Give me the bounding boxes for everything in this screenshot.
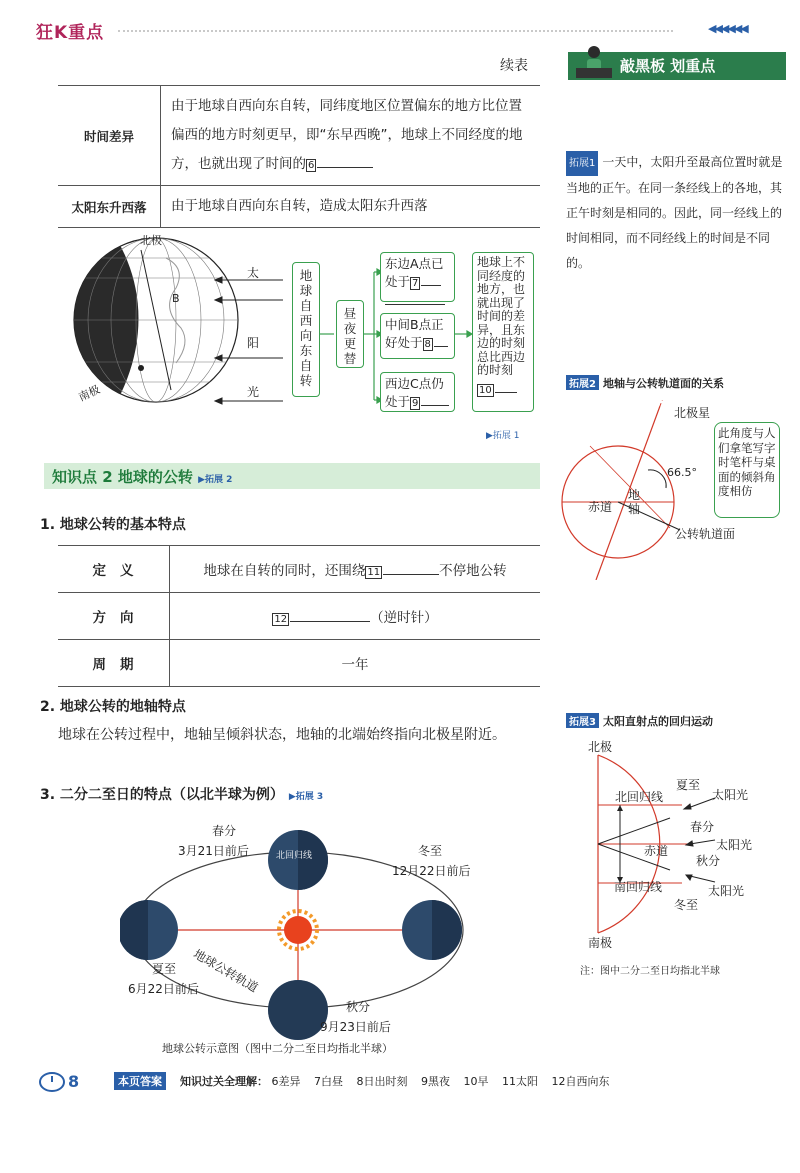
answer-list: 知识过关全理解： 6差异 7白昼 8日出时刻 9黑夜 10早 11太阳 12自西向东	[180, 1075, 610, 1088]
summer-label: 夏至	[152, 962, 177, 976]
ext3-north: 北极	[588, 740, 613, 754]
south-pole-label: 南极	[76, 382, 102, 404]
ext3-winter: 冬至	[674, 898, 699, 912]
fill-blank[interactable]	[385, 290, 445, 305]
ext3-equator: 赤道	[644, 844, 669, 858]
summer-date: 6月22日前后	[128, 982, 199, 996]
point-b-box: 中间B点正好处于 8	[380, 313, 455, 359]
globe-label-b: B	[172, 292, 180, 305]
table-row	[58, 186, 540, 228]
tuozhan-link[interactable]: ▶拓展 1	[486, 431, 520, 441]
winter-date: 12月22日前后	[392, 864, 471, 878]
ext3-autumn: 秋分	[696, 854, 721, 868]
header-divider	[118, 30, 673, 32]
point-c-box: 西边C点仍处于 9	[380, 372, 455, 412]
fill-blank[interactable]	[317, 153, 373, 168]
brand-logo: 狂K重点	[36, 23, 105, 43]
ext3-summer: 夏至	[676, 778, 701, 792]
angle-label: 66.5°	[667, 466, 697, 479]
spring-date: 3月21日前后	[178, 844, 249, 858]
table-row: 方向 12 （逆时针）	[58, 593, 540, 640]
point-a-box: 东边A点已处于 7	[380, 252, 455, 302]
spring-label: 春分	[212, 824, 237, 838]
orbit-label: 地球公转轨道	[191, 946, 261, 995]
section-2-title: 2. 地球公转的地轴特点	[40, 699, 186, 715]
row-head: 太阳东升西落	[58, 186, 161, 228]
section-3-title: 3. 二分二至日的特点（以北半球为例） ▶拓展 3	[40, 787, 324, 803]
row-text: 由于地球自西向东自转，造成太阳东升西落	[161, 186, 541, 228]
ext3-spring: 春分	[690, 820, 715, 834]
ext3-sun-3: 太阳光	[708, 884, 745, 898]
axis-label: 地轴	[628, 488, 641, 516]
angle-note: 此角度与人们拿笔写字时笔杆与桌面的倾斜角度相仿	[714, 422, 780, 518]
section-2-paragraph: 地球在公转过程中，地轴呈倾斜状态，地轴的北端始终指向北极星附近。	[58, 727, 506, 743]
north-pole-label: 北极	[140, 234, 162, 247]
page-number: 8	[68, 1072, 80, 1091]
ext3-note: 注：图中二分二至日均指北半球	[580, 966, 720, 977]
clock-icon	[38, 1070, 66, 1092]
table-row: 定义 地球在自转的同时，还围绕 11 不停地公转	[58, 546, 540, 593]
kp2-title: 知识点 2 地球的公转 ▶拓展 2	[52, 468, 233, 486]
ext3-title: 拓展3 太阳直射点的回归运动	[566, 713, 713, 729]
ext3-south: 南极	[588, 936, 613, 950]
equator-label: 赤道	[588, 500, 613, 514]
autumn-label: 秋分	[346, 1000, 371, 1014]
autumn-date: 9月23日前后	[320, 1020, 391, 1034]
ext1-note: 拓展1 一天中，太阳升至最高位置时就是当地的正午。在同一条经线上的各地，其正午时刻是相同的。因此，同一经线上的时间相同，而不同经线上的时间是不同的。	[566, 150, 784, 276]
table-row: 周期 一年	[58, 640, 540, 687]
rotation-box: 地球自西向东自转	[292, 262, 320, 397]
sun-char: 阳	[247, 336, 260, 350]
ext3-sun-arrows	[680, 790, 720, 900]
table-row	[58, 86, 540, 186]
continued-label: 续表	[500, 58, 528, 74]
blackboard-banner: 敲黑板 划重点	[568, 52, 786, 80]
orbit-caption: 地球公转示意图（图中二分二至日均指北半球）	[162, 1042, 393, 1055]
revolution-table	[58, 545, 540, 687]
ext3-stropic: 南回归线	[614, 880, 663, 894]
polaris-label: 北极星	[674, 406, 711, 420]
time-difference-box: 地球上不同经度的地方，也就出现了时间的差异，且东边的时刻总比西边的时刻10	[472, 252, 534, 412]
ext2-title: 拓展2 地轴与公转轨道面的关系	[566, 375, 724, 391]
blank-number: 6	[308, 160, 315, 171]
ext3-sun-2: 太阳光	[716, 838, 753, 852]
ext3-sun-1: 太阳光	[712, 788, 749, 802]
answer-tag: 本页答案	[114, 1072, 166, 1090]
arrow-decoration-icon: ◀◀◀◀◀◀	[708, 22, 747, 35]
sun-char: 太	[247, 266, 260, 280]
row-text: 由于地球自西向东自转，同纬度地区位置偏东的地方比位置偏西的地方时刻更早，即“东早西晚”，地球上不同经度的地方，也就出现了时间的	[171, 98, 523, 172]
rotation-effects-table	[58, 85, 540, 228]
winter-label: 冬至	[418, 844, 443, 858]
orbit-plane-label: 公转轨道面	[675, 527, 736, 541]
globe-tropic-label: 北回归线	[276, 851, 313, 861]
section-1-title: 1. 地球公转的基本特点	[40, 517, 186, 533]
sun-char: 光	[247, 385, 260, 399]
sunlight-arrows	[205, 258, 285, 408]
row-head: 时间差异	[58, 86, 161, 186]
teacher-icon	[572, 42, 616, 82]
daynight-box: 昼夜更替	[336, 300, 364, 368]
ext3-ntropic: 北回归线	[615, 790, 664, 804]
